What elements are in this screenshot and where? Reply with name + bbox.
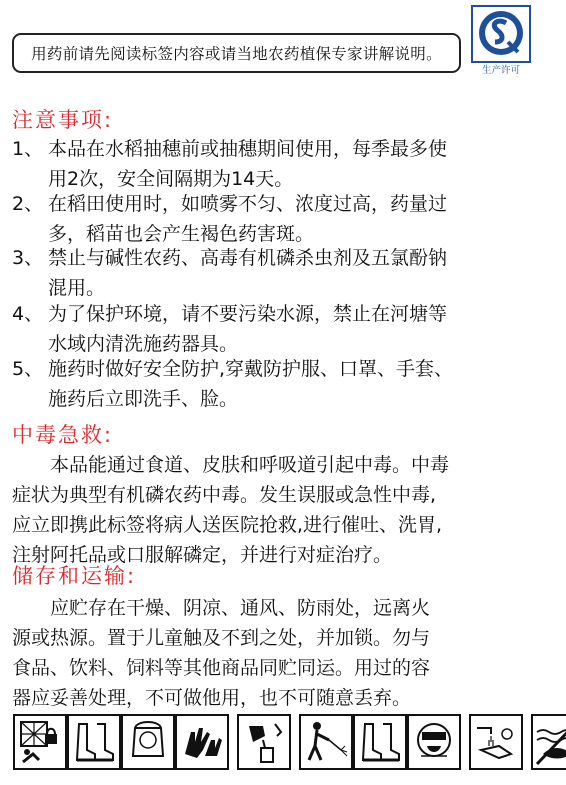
no-water-contamination-icon: [531, 714, 566, 770]
list-item: [12, 299, 557, 359]
pour-measure-icon: [237, 714, 291, 770]
list-item: [12, 189, 557, 249]
boots-icon: [67, 714, 121, 770]
paragraph-line: 症状为典型有机磷农药中毒。发生误服或急性中毒,: [12, 484, 437, 506]
item-number: 2、: [12, 193, 44, 215]
paragraph-line: 食品、饮料、饲料等其他商品同贮同运。用过的容: [12, 657, 431, 679]
paragraph-line: 源或热源。置于儿童触及不到之处，并加锁。勿与: [12, 627, 431, 649]
item-line: 混用。: [48, 277, 106, 299]
poisoning-title: 中毒急救:: [12, 423, 114, 447]
item-line: 本品在水稻抽穗前或抽穗期间使用，每季最多使: [48, 138, 448, 160]
precautions-title: 注意事项:: [12, 108, 114, 132]
item-number: 3、: [12, 247, 44, 269]
paragraph-line: 应贮存在干燥、阴凉、通风、防雨处，远离火: [12, 597, 431, 619]
respirator-mask-icon: [407, 714, 461, 770]
item-line: 为了保护环境，请不要污染水源，禁止在河塘等: [48, 303, 448, 325]
paragraph-line: 应立即携此标签将病人送医院抢救,进行催吐、洗胃,: [12, 514, 443, 536]
spraying-icon: [299, 714, 353, 770]
item-line: 水域内清洗施药器具。: [48, 333, 239, 355]
item-line: 施药时做好安全防护,穿戴防护服、口罩、手套、: [48, 358, 454, 380]
list-item: [12, 134, 557, 194]
item-line: 禁止与碱性农药、高毒有机磷杀虫剂及五氯酚钠: [48, 247, 448, 269]
locked-storage-icon: [13, 714, 67, 770]
item-line: 用2次，安全间隔期为14天。: [48, 168, 294, 190]
item-line: 在稻田使用时，如喷雾不匀、浓度过高，药量过: [48, 193, 448, 215]
list-item: [12, 354, 557, 414]
boots-icon: [353, 714, 407, 770]
item-number: 4、: [12, 303, 44, 325]
storage-title: 储存和运输:: [12, 564, 137, 588]
item-line: 施药后立即洗手、脸。: [48, 388, 239, 410]
paragraph-line: 本品能通过食道、皮肤和呼吸道引起中毒。中毒: [12, 454, 450, 476]
paragraph-line: 注射阿托品或口服解磷定，并进行对症治疗。: [12, 544, 393, 566]
reading-notice: [12, 33, 461, 73]
item-number: 5、: [12, 358, 44, 380]
notice-text: 用药前请先阅读标签内容或请当地农药植保专家讲解说明。: [31, 45, 442, 63]
list-item: [12, 243, 557, 303]
item-number: 1、: [12, 138, 44, 160]
poisoning-paragraph: [12, 450, 557, 570]
wash-after-use-icon: [469, 714, 523, 770]
logo-caption: 生产许可: [481, 65, 520, 76]
storage-paragraph: [12, 593, 557, 713]
paragraph-line: 器应妥善处理，不可做他用，也不可随意丢弃。: [12, 687, 412, 709]
item-line: 多，稻苗也会产生褐色药害斑。: [48, 223, 315, 245]
safety-pictograms: [13, 714, 555, 772]
face-shield-icon: [121, 714, 175, 770]
gloves-icon: [175, 714, 229, 770]
